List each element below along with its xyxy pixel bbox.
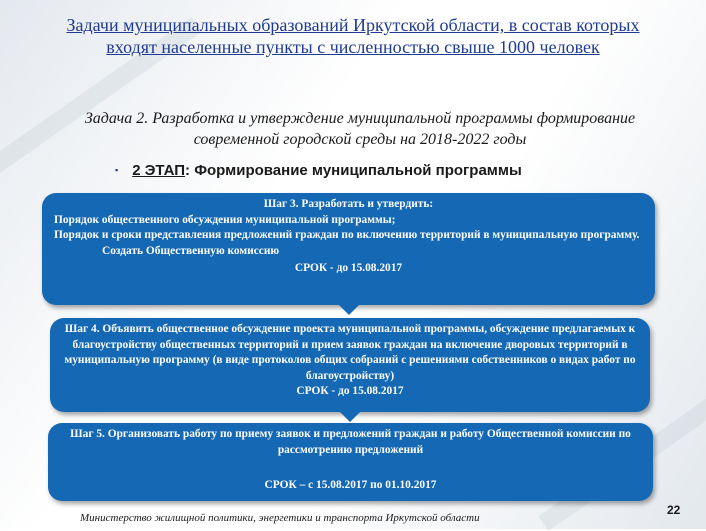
step-5-deadline: СРОК – с 15.08.2017 по 01.10.2017: [264, 479, 437, 491]
step-3-heading: Шаг 3. Разработать и утвердить:: [263, 198, 434, 210]
step-3-box: [42, 193, 655, 305]
step-3-line3: Создать Общественную комиссию: [102, 244, 280, 257]
step-3-line2: Порядок и сроки представления предложений граждан по включению территорий в муниципальную программу.: [54, 229, 640, 241]
bullet-icon: ▪: [115, 165, 119, 175]
step-3-line1: Порядок общественного обсуждения муниципальной программы;: [54, 213, 396, 226]
step-5-text: Шаг 5. Организовать работу по приему заявок и предложений граждан и работу Общественной комиссии по рассмотрению предложений: [70, 428, 631, 456]
task-subtitle: Задача 2. Разработка и утверждение муниципальной программы формирование современной городской среды на 2018-2022 годы: [84, 110, 636, 148]
stage-text: : Формирование муниципальной программы: [185, 162, 522, 179]
slide-title: Задачи муниципальных образований Иркутской области, в состав которых входят населенные пункты с численностью свыше 1000 человек: [66, 15, 640, 57]
step-4-box: [50, 318, 650, 412]
footer-ministry: Министерство жилищной политики, энергетики и транспорта Иркутской области: [80, 512, 480, 524]
arrow-down-icon: [339, 305, 359, 315]
arrow-down-icon: [340, 412, 360, 422]
step-3-deadline: СРОК - до 15.08.2017: [294, 262, 403, 274]
page-number: 22: [667, 503, 681, 517]
stage-heading: [115, 162, 675, 179]
step-4-text: Шаг 4. Объявить общественное обсуждение проекта муниципальной программы, обсуждение предлагаемых к благоустройству общественных территорий и прием заявок граждан на включение дворовых территорий в муниципальную программу (в виде протоколов общих собраний с решениями собственников о видах работ по благоустройству): [64, 323, 636, 382]
stage-number: 2 ЭТАП: [132, 162, 186, 179]
step-5-box: [48, 423, 653, 501]
step-4-deadline: СРОК - до 15.08.2017: [296, 385, 404, 397]
